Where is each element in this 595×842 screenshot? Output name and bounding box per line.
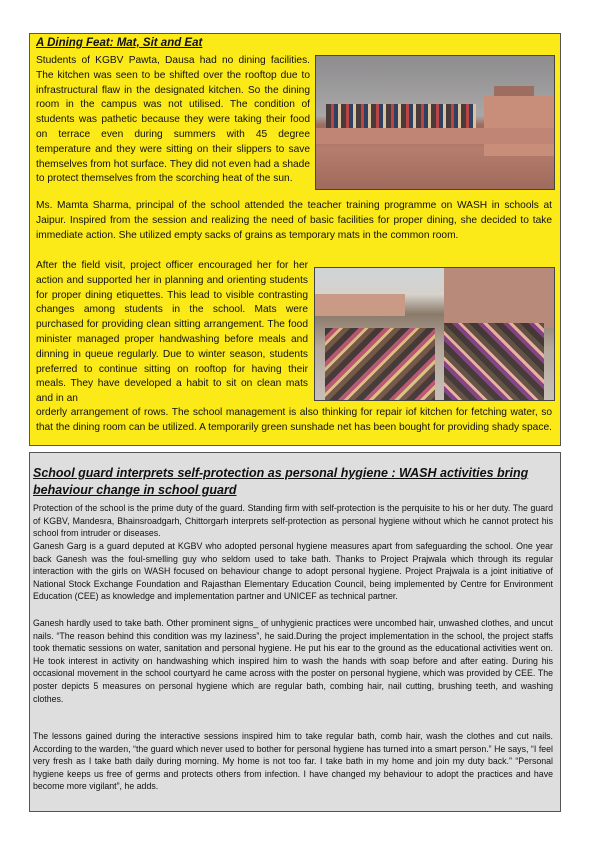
article1-paragraph-3-continued: orderly arrangement of rows. The school management is also thinking for repair iof kitchen for fetching water, so that the dining room can be utilized. A temporarily green sunshade net has been bought for providing shady space.: [36, 407, 552, 433]
article1-title: A Dining Feat: Mat, Sit and Eat: [36, 37, 203, 49]
article2-paragraph-1: Protection of the school is the prime duty of the guard. Standing firm with self-protection is the perquisite to his or her duty. The guard of KGBV, Mandesra, Bhainsroadgarh, Chittorgarh interprets self-protection as personal hygiene without which he cannot protect his school from intruder or diseases.: [33, 503, 553, 539]
article2-title: School guard interprets self-protection as personal hygiene : WASH activities bring behaviour change in school guard: [33, 466, 529, 497]
students-eating-on-mats-photo: [314, 267, 555, 401]
rooftop-dining-photo: [315, 55, 555, 190]
article2-paragraph-2: Ganesh Garg is a guard deputed at KGBV who adopted personal hygiene measures apart from safeguarding the school. One year back Ganesh was the foul-smelling guy who seldom used to take bath. Thanks to Project Prajwala which through its regular interaction with the girls on WASH focused on behaviour change to adopt personal hygiene. Project Prajwala is a joint initiative of National Stock Exchange Foundation and Rajasthan Elementary Education Council, being implemented by Centre for Environment Education (CEE) as knowledge and implementation partner and UNICEF as technical partner.: [33, 541, 553, 602]
article2-paragraph-4: The lessons gained during the interactive sessions inspired him to take regular bath, comb hair, wash the clothes and cut nails. According to the warden, “the guard which never used to bother for personal hygiene has turned into a smart person.” He says, “I feel very fresh as I take bath daily during morning. My home is not too far. I take bath in my home and join my duty back.” “Personal hygiene keeps us free of germs and protects others from infection. I have changed my behaviour to adopt the practices and have become more vigilant”, he adds.: [33, 731, 553, 792]
article1-paragraph-3: After the field visit, project officer encouraged her for her action and supported her in planning and orienting students for proper dining etiquettes. This lead to visible contrasting changes among students in the school. Mats were purchased for providing clean sitting arrangement. The food minister managed proper handwashing before meals and dinning in queue regularly. Due to winter season, students preferred to continue sitting on rooftop for having their meals. They have developed a habit to sit on clean mats and in an: [36, 260, 308, 405]
article2-paragraph-3: Ganesh hardly used to take bath. Other prominent signs_ of unhygienic practices were uncombed hair, unwashed clothes, and uncut nails. “The reason behind this condition was my laziness”, he said.During the project implementation in the school, the project staffs took thematic sessions on water, sanitation and personal hygiene. He put his ear to the ground as the educational activities went on. He took interest in activity on handwashing which inspired him to wash the hands with soap before and after eating. During his occasional movement in the school courtyard he came across with the poster on personal hygiene, which was provided by CEE. The poster depicts 5 measures on personal hygiene which are regular bath, combing hair, nail cutting, brushing teeth, and washing clothes.: [33, 618, 553, 704]
article1-paragraph-2: Ms. Mamta Sharma, principal of the school attended the teacher training programme on WASH in schools at Jaipur. Inspired from the session and realizing the need of basic facilities for proper dining, she decided to take immediate action. She utilized empty sacks of grains as temporary mats in the common room.: [36, 200, 552, 241]
article1-paragraph-1: Students of KGBV Pawta, Dausa had no dining facilities. The kitchen was seen to be shifted over the rooftop due to infrastructural flaw in the designated kitchen. So the dining room in the campus was not utilised. The condition of students was pathetic because they were taking their food on terrace even during summers with 45 degree temperature and they were sitting on their slippers to save themselves from hot surface. They did not even had a shade to protect themselves from the scorching heat of the sun.: [36, 55, 310, 185]
